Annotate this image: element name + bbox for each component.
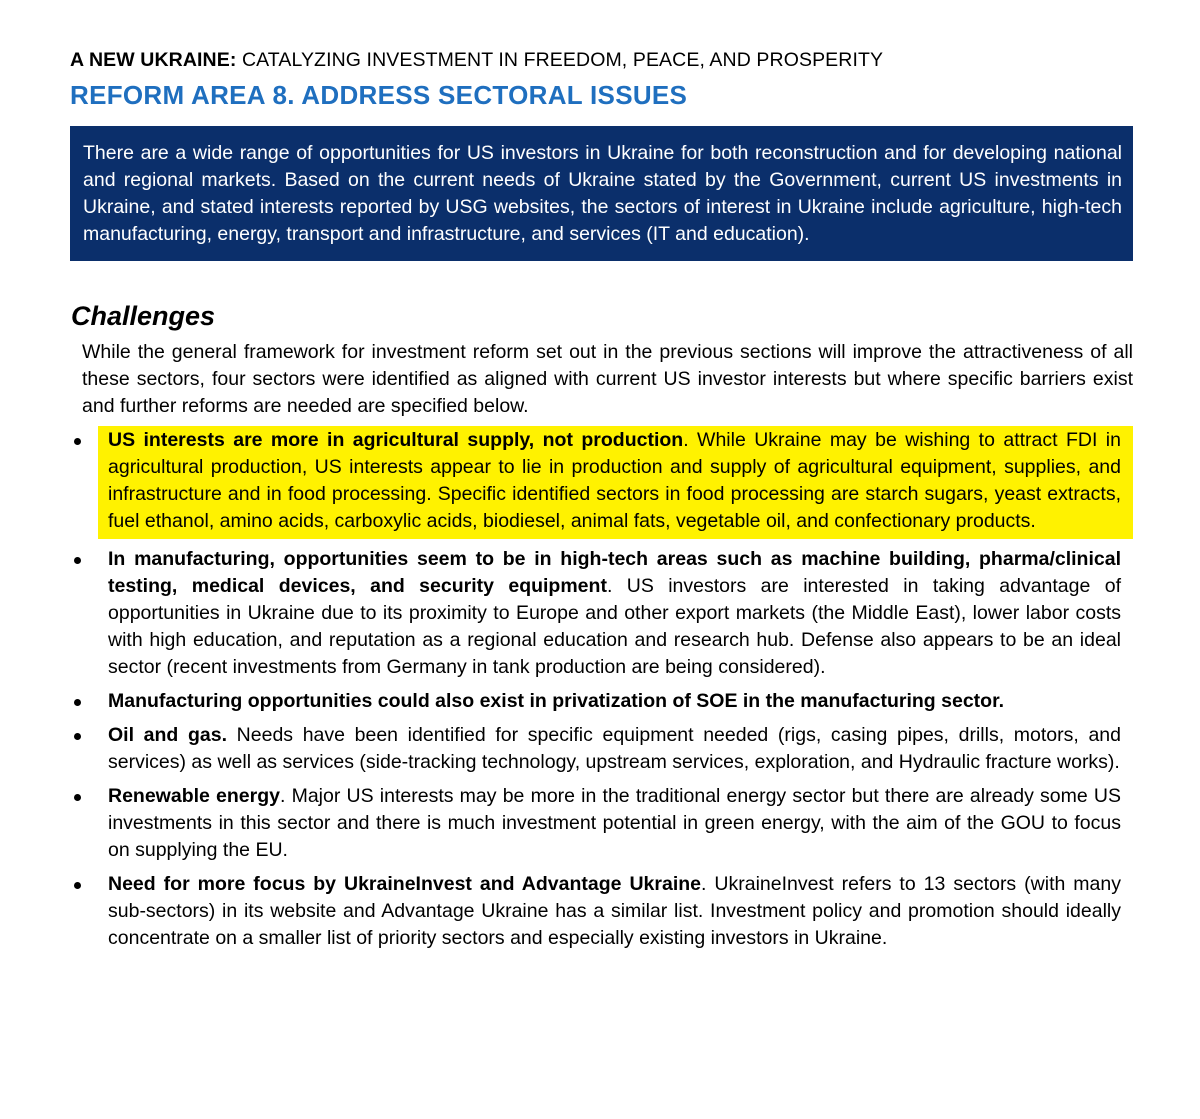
item-body: . While Ukraine may be wishing to attract FDI in agricultural production, US interests appear to lie in production and supply of agricultural equipment, supplies, and infrastructure and in food processing. Specific identified sectors in food processing are starch sugars, yeast extracts, fuel ethanol, amino acids, carboxylic acids, biodiesel, animal fats, vegetable oil, and confectionary products. (108, 429, 1121, 532)
list-item-oil-gas (70, 721, 1133, 776)
list-item-privatization (70, 687, 1133, 715)
bullet-icon (74, 733, 81, 740)
summary-callout-box (70, 126, 1133, 261)
item-text (108, 687, 1133, 715)
list-item-manufacturing (70, 545, 1133, 681)
running-head-bold: A NEW UKRAINE: (70, 49, 237, 71)
item-text (108, 782, 1133, 864)
item-body: . UkraineInvest refers to 13 sectors (with many sub-sectors) in its website and Advantage Ukraine has a similar list. Investment policy and promotion should ideally concentrate on a smaller list of priority sectors and especially existing investors in Ukraine. (108, 873, 1121, 949)
bullet-icon (74, 699, 81, 706)
challenges-intro: While the general framework for investment reform set out in the previous sections will improve the attractiveness of all these sectors, four sectors were identified as aligned with current US investor interests but where specific barriers exist and further reforms are needed are specified below. (82, 341, 1133, 417)
running-head (70, 46, 1133, 74)
item-text (108, 721, 1133, 776)
item-body: Needs have been identified for specific equipment needed (rigs, casing pipes, drills, motors, and services) as well as services (side-tracking technology, upstream services, exploration, and Hydraulic fracture works). (108, 724, 1121, 773)
item-text (108, 870, 1133, 952)
running-head-rest: CATALYZING INVESTMENT IN FREEDOM, PEACE, AND PROSPERITY (236, 49, 884, 71)
item-lead: Renewable energy (108, 785, 280, 807)
section-title: REFORM AREA 8. ADDRESS SECTORAL ISSUES (70, 80, 688, 110)
bullet-icon (74, 557, 81, 564)
bullet-icon (74, 438, 81, 445)
item-body: . Major US interests may be more in the traditional energy sector but there are already some US investments in this sector and there is much investment potential in green energy, with the aim of the GOU to focus on supplying the EU. (108, 785, 1122, 861)
summary-callout-text: There are a wide range of opportunities for US investors in Ukraine for both reconstruction and for developing national and regional markets. Based on the current needs of Ukraine stated by the Government, current US investments in Ukraine, and stated interests reported by USG websites, the sectors of interest in Ukraine include agriculture, high-tech manufacturing, energy, transport and infrastructure, and services (IT and education). (83, 142, 1122, 245)
list-item-agriculture (70, 426, 1133, 539)
item-lead: US interests are more in agricultural supply, not production (108, 429, 684, 451)
item-lead: Need for more focus by UkraineInvest and Advantage Ukraine (108, 873, 702, 895)
challenges-list (70, 426, 1133, 952)
bullet-icon (74, 794, 81, 801)
highlighted-item-text (98, 426, 1133, 539)
list-item-investment-focus (70, 870, 1133, 952)
item-text (108, 545, 1133, 681)
item-lead: Manufacturing opportunities could also exist in privatization of SOE in the manufacturing sector. (108, 690, 1005, 712)
challenges-heading: Challenges (71, 301, 216, 331)
bullet-icon (74, 882, 81, 889)
item-lead: In manufacturing, opportunities seem to be in high-tech areas such as machine building, pharma/clinical testing, medical devices, and security equipment (108, 548, 1121, 597)
item-body: . US investors are interested in taking advantage of opportunities in Ukraine due to its proximity to Europe and other export markets (the Middle East), lower labor costs with high education, and reputation as a regional education and research hub. Defense also appears to be an ideal sector (recent investments from Germany in tank production are being considered). (108, 575, 1121, 678)
document-page (70, 46, 1133, 958)
list-item-renewable-energy (70, 782, 1133, 864)
item-lead: Oil and gas. (108, 724, 228, 746)
